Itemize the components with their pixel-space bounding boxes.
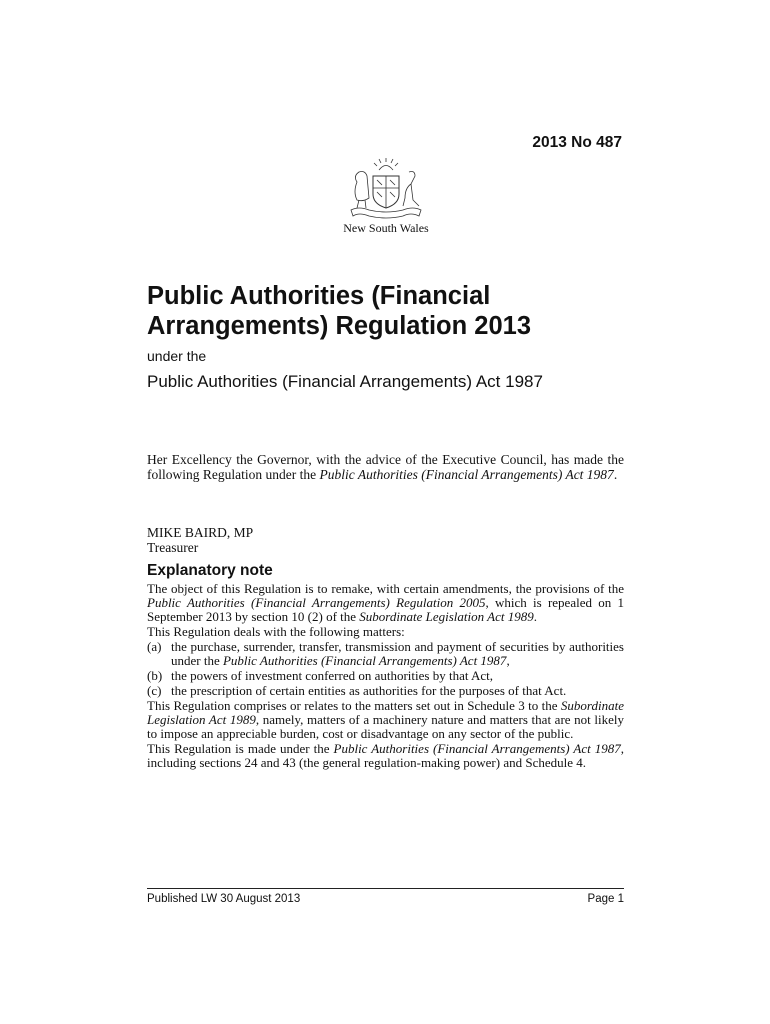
- list-item: [147, 640, 624, 668]
- signatory-name: MIKE BAIRD, MP: [147, 525, 254, 540]
- document-number: 2013 No 487: [532, 134, 622, 151]
- text-run: , including sections 24 and 43 (the general regulation-making power) and Schedule 4.: [147, 741, 624, 770]
- explanatory-note-heading: Explanatory note: [147, 562, 273, 579]
- explanatory-paragraph: This Regulation deals with the following matters:: [147, 624, 405, 639]
- text-run: The object of this Regulation is to remake, with certain amendments, the provisions of the: [147, 581, 624, 596]
- explanatory-note-body: [147, 582, 624, 771]
- list-item: [147, 669, 624, 683]
- list-item-text: [171, 640, 624, 668]
- preamble-end: .: [613, 467, 618, 482]
- text-run: This Regulation comprises or relates to the matters set out in Schedule 3 to the: [147, 698, 561, 713]
- text-run: ,: [506, 653, 510, 668]
- text-run: the purchase, surrender, transfer, transmission and payment of securities by authorities under the: [171, 639, 624, 668]
- enacting-preamble: [147, 452, 624, 482]
- act-reference: Public Authorities (Financial Arrangements) Act 1987: [333, 741, 621, 756]
- act-reference: Public Authorities (Financial Arrangements) Act 1987: [222, 653, 507, 668]
- nsw-coat-of-arms-icon: [339, 158, 433, 220]
- explanatory-paragraph: [147, 582, 624, 624]
- footer-divider: [147, 888, 624, 889]
- publication-notice: Published LW 30 August 2013: [147, 893, 301, 905]
- text-run: , namely, matters of a machinery nature and matters that are not likely to impose an appreciable burden, cost or disadvantage on any sector of the public.: [147, 712, 624, 741]
- explanatory-paragraph: [147, 742, 624, 770]
- text-run: This Regulation is made under the: [147, 741, 334, 756]
- list-item-text: the prescription of certain entities as authorities for the purposes of that Act.: [171, 683, 567, 698]
- act-reference: Subordinate Legislation Act 1989: [147, 698, 624, 727]
- title-line-2: Arrangements) Regulation 2013: [147, 312, 532, 340]
- preamble-text: Her Excellency the Governor, with the advice of the Executive Council, has made the following Regulation under the: [147, 452, 624, 482]
- signatory-role: Treasurer: [147, 540, 199, 555]
- jurisdiction-label: New South Wales: [343, 221, 429, 235]
- signatory-block: [147, 525, 253, 555]
- explanatory-paragraph: [147, 699, 624, 741]
- list-item: [147, 684, 624, 698]
- text-run: .: [533, 609, 537, 624]
- act-reference: Subordinate Legislation Act 1989: [359, 609, 534, 624]
- list-item-text: the powers of investment conferred on authorities by that Act,: [171, 668, 494, 683]
- text-run: , which is repealed on 1 September 2013 by section 10 (2) of the: [147, 595, 624, 624]
- list-item-label: (c): [147, 683, 162, 698]
- regulation-title: [147, 281, 627, 341]
- under-the-label: under the: [147, 348, 207, 364]
- list-item-label: (a): [147, 639, 162, 654]
- title-line-1: Public Authorities (Financial: [147, 282, 491, 310]
- regulation-reference: Public Authorities (Financial Arrangements) Regulation 2005: [147, 595, 486, 610]
- parent-act-title: Public Authorities (Financial Arrangements) Act 1987: [147, 372, 543, 391]
- preamble-act-reference: Public Authorities (Financial Arrangements) Act 1987: [319, 467, 614, 482]
- page-number: Page 1: [587, 893, 624, 905]
- list-item-label: (b): [147, 668, 163, 683]
